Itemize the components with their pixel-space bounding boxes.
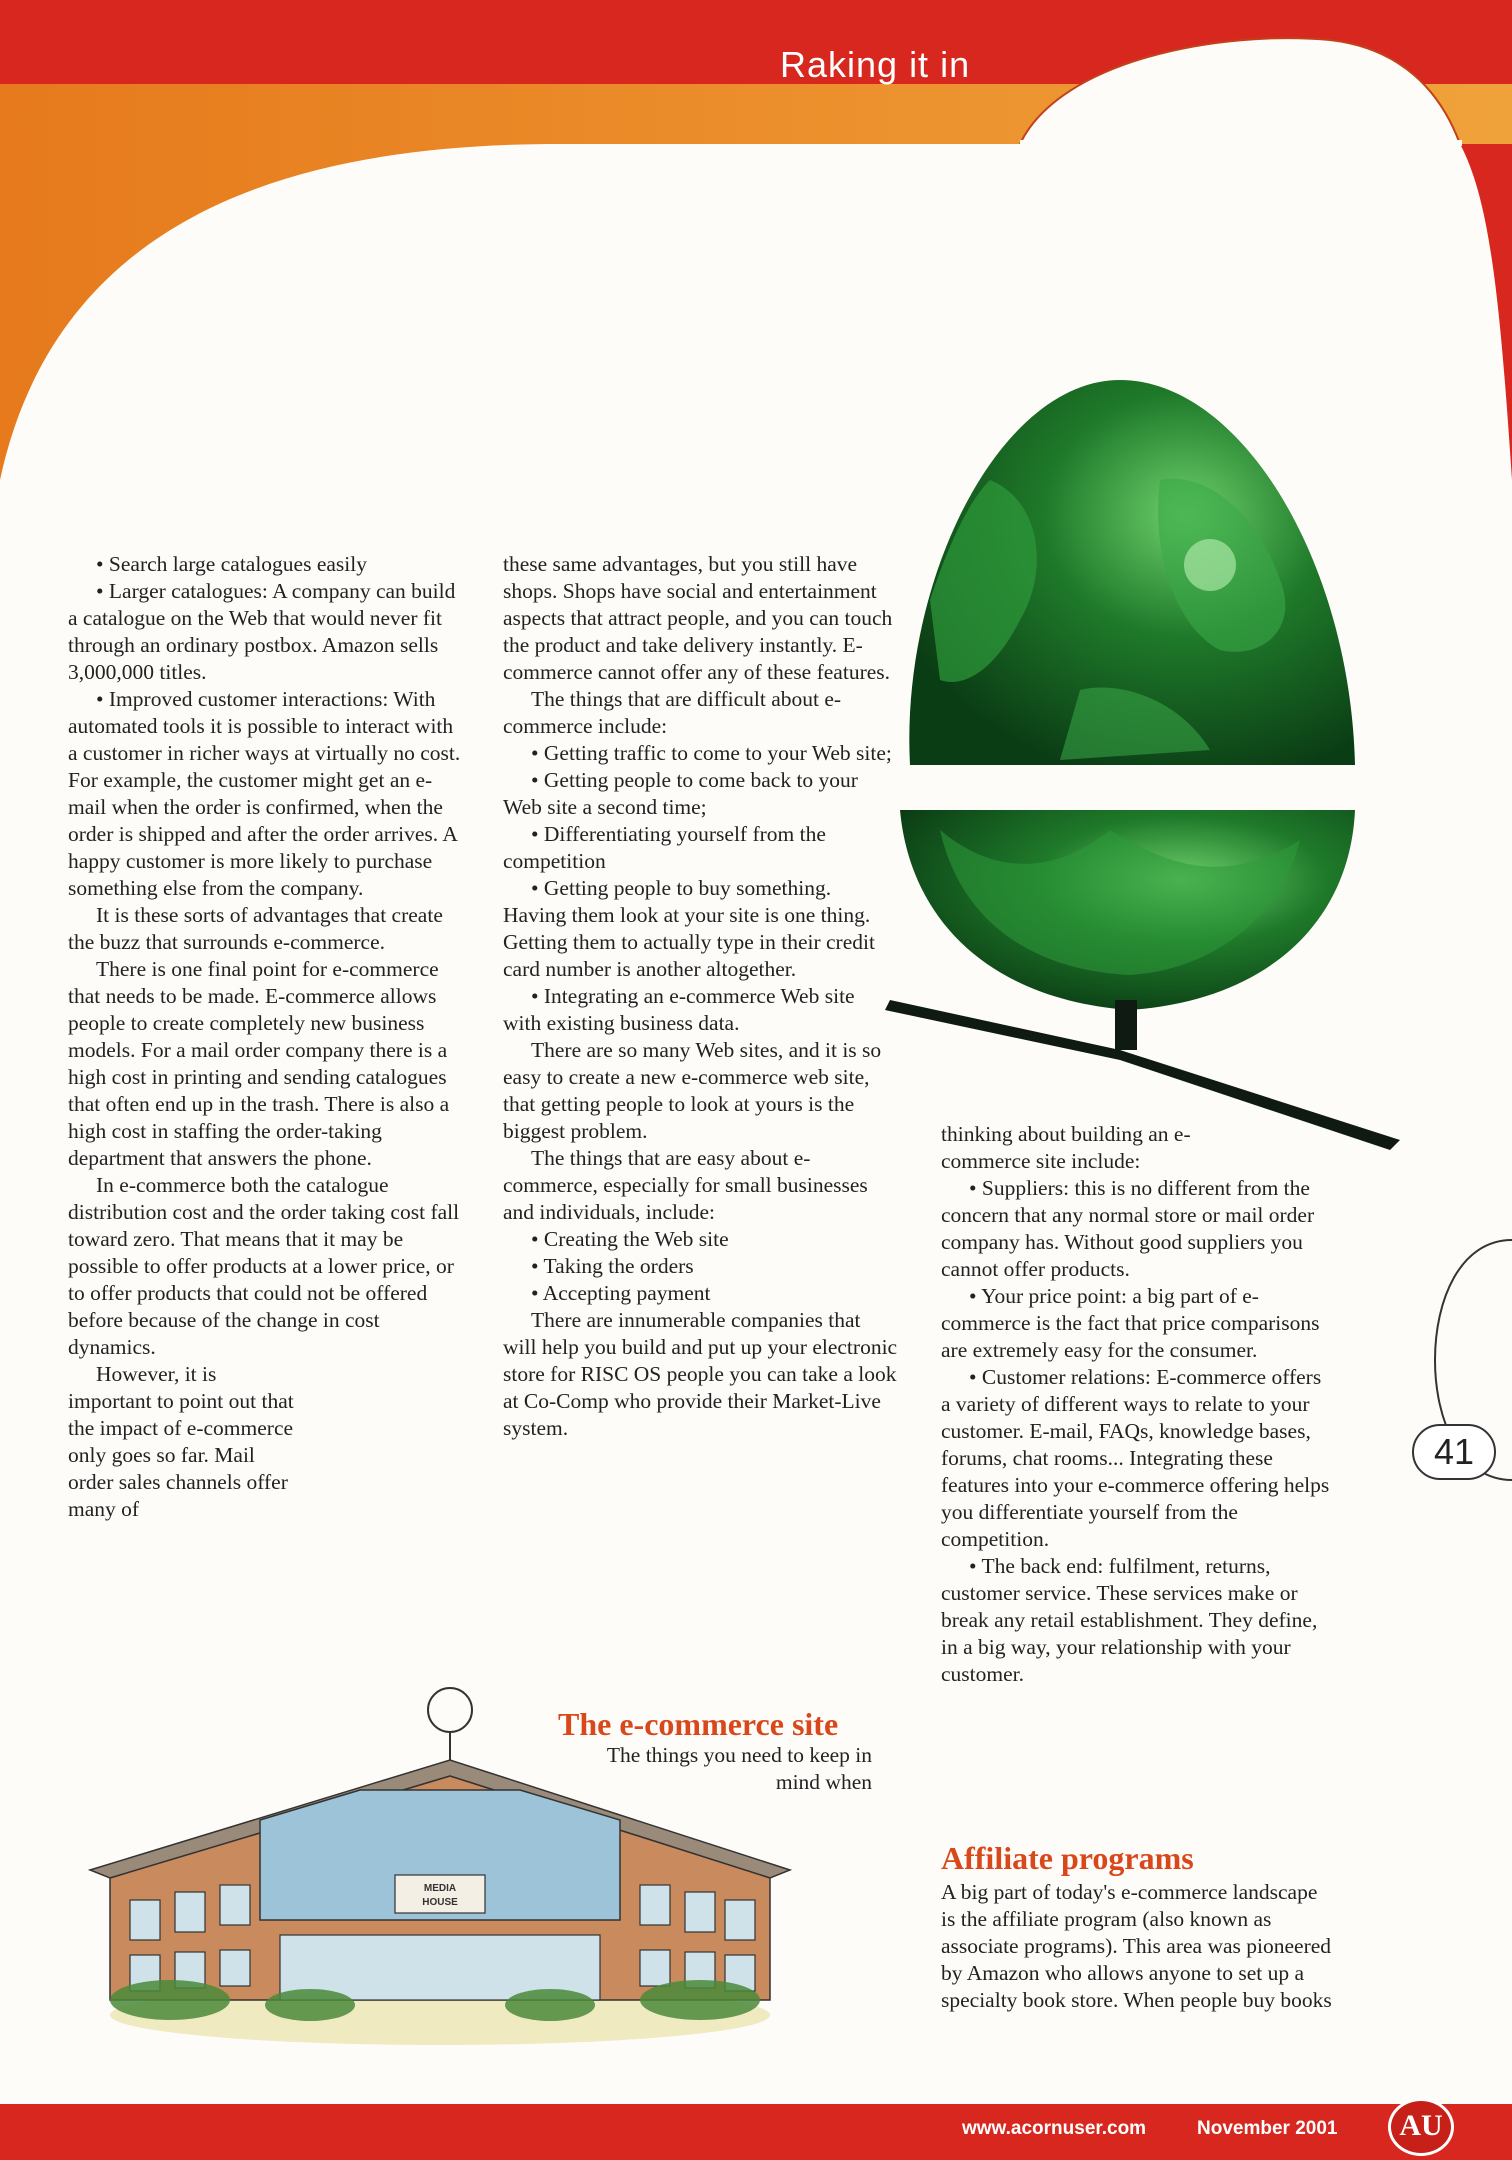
paragraph: • Improved customer interactions: With automated tools it is possible to interact with a customer in richer ways at virtually no cost. For example, the customer might get an e-mail when the order is confirmed, when the order is shipped and after the order arrives. A happy customer is more likely to purchase something else from the company. xyxy=(68,687,461,900)
globe-egg-illustration xyxy=(880,360,1400,1190)
paragraph: • Differentiating yourself from the competition xyxy=(503,822,826,873)
paragraph: The things that are easy about e-commerce, especially for small businesses and individuals, include: xyxy=(503,1146,868,1224)
paragraph: • Customer relations: E-commerce offers a variety of different ways to relate to your customer. E-mail, FAQs, knowledge bases, forums, chat rooms... Integrating these features into your e-commerce offering helps you differentiate yourself from the competition. xyxy=(941,1365,1330,1551)
media-house-building-illustration xyxy=(80,1670,800,2050)
affiliate-body: A big part of today's e-commerce landscape is the affiliate program (also known as associate programs). This area was pioneered by Amazon who allows anyone to set up a specialty book store. When people buy books xyxy=(941,1880,1332,2012)
paragraph: There is one final point for e-commerce that needs to be made. E-commerce allows people to create completely new business models. For a mail order company there is a high cost in printing and sending catalogues that often end up in the trash. There is also a high cost in staffing the order-taking department that answers the phone. xyxy=(68,957,450,1170)
paragraph: • Creating the Web site xyxy=(531,1227,729,1251)
paragraph: • Getting people to come back to your Web site a second time; xyxy=(503,768,858,819)
svg-text:MEDIA: MEDIA xyxy=(423,1883,457,1894)
section-title: Raking it in xyxy=(780,44,971,85)
heading-affiliate-programs: Affiliate programs xyxy=(941,1840,1194,1876)
paragraph: • Suppliers: this is no different from the concern that any normal store or mail order company has. Without good suppliers you cannot offer products. xyxy=(941,1176,1315,1281)
paragraph: • Larger catalogues: A company can build a catalogue on the Web that would never fit through an ordinary postbox. Amazon sells 3,000,000 titles. xyxy=(68,579,456,684)
paragraph: • Integrating an e-commerce Web site with existing business data. xyxy=(503,984,855,1035)
paragraph: • The back end: fulfilment, returns, customer service. These services make or break any retail establishment. They define, in a big way, your relationship with your customer. xyxy=(941,1554,1318,1686)
article-column-3 xyxy=(941,1121,1336,1688)
paragraph: these same advantages, but you still have shops. Shops have social and entertainment aspects that attract people, and you can touch the product and take delivery instantly. E-commerce cannot offer any of these features. xyxy=(503,552,893,684)
paragraph: However, it is important to point out that the impact of e-commerce only goes so far. Mail order sales channels offer many of xyxy=(68,1362,294,1521)
paragraph: There are so many Web sites, and it is so easy to create a new e-commerce web site, that getting people to look at yours is the biggest problem. xyxy=(503,1038,882,1143)
paragraph: • Taking the orders xyxy=(531,1254,694,1278)
paragraph: • Search large catalogues easily xyxy=(96,552,367,576)
ecommerce-site-intro: The things you need to keep in mind when xyxy=(606,1743,872,1794)
article-column-2 xyxy=(503,551,898,1442)
paragraph: • Getting people to buy something. Having them look at your site is one thing. Getting them to actually type in their credit card number is another altogether. xyxy=(503,876,875,981)
page-number: 41 xyxy=(1412,1424,1496,1480)
paragraph: It is these sorts of advantages that create the buzz that surrounds e-commerce. xyxy=(68,903,443,954)
paragraph: There are innumerable companies that will help you build and put up your electronic store for RISC OS people you can take a look at Co-Comp who provide their Market-Live system. xyxy=(503,1308,898,1440)
svg-text:HOUSE: HOUSE xyxy=(422,1897,458,1908)
footer-date: November 2001 xyxy=(1197,2118,1338,2139)
article-column-1 xyxy=(68,551,463,1523)
paragraph: thinking about building an e-commerce site include: xyxy=(941,1122,1191,1173)
paragraph: The things that are difficult about e-commerce include: xyxy=(503,687,842,738)
paragraph: • Accepting payment xyxy=(531,1281,711,1305)
paragraph: In e-commerce both the catalogue distribution cost and the order taking cost fall toward zero. That means that it may be possible to offer products at a lower price, or to offer products that could not be offered before because of the change in cost dynamics. xyxy=(68,1173,460,1359)
paragraph: • Your price point: a big part of e-commerce is the fact that price comparisons are extremely easy for the consumer. xyxy=(941,1284,1320,1362)
footer-url-link[interactable]: www.acornuser.com xyxy=(962,2118,1147,2139)
heading-ecommerce-site: The e-commerce site xyxy=(558,1706,839,1742)
acorn-user-logo: AU xyxy=(1388,2098,1454,2156)
paragraph: • Getting traffic to come to your Web site; xyxy=(531,741,892,765)
